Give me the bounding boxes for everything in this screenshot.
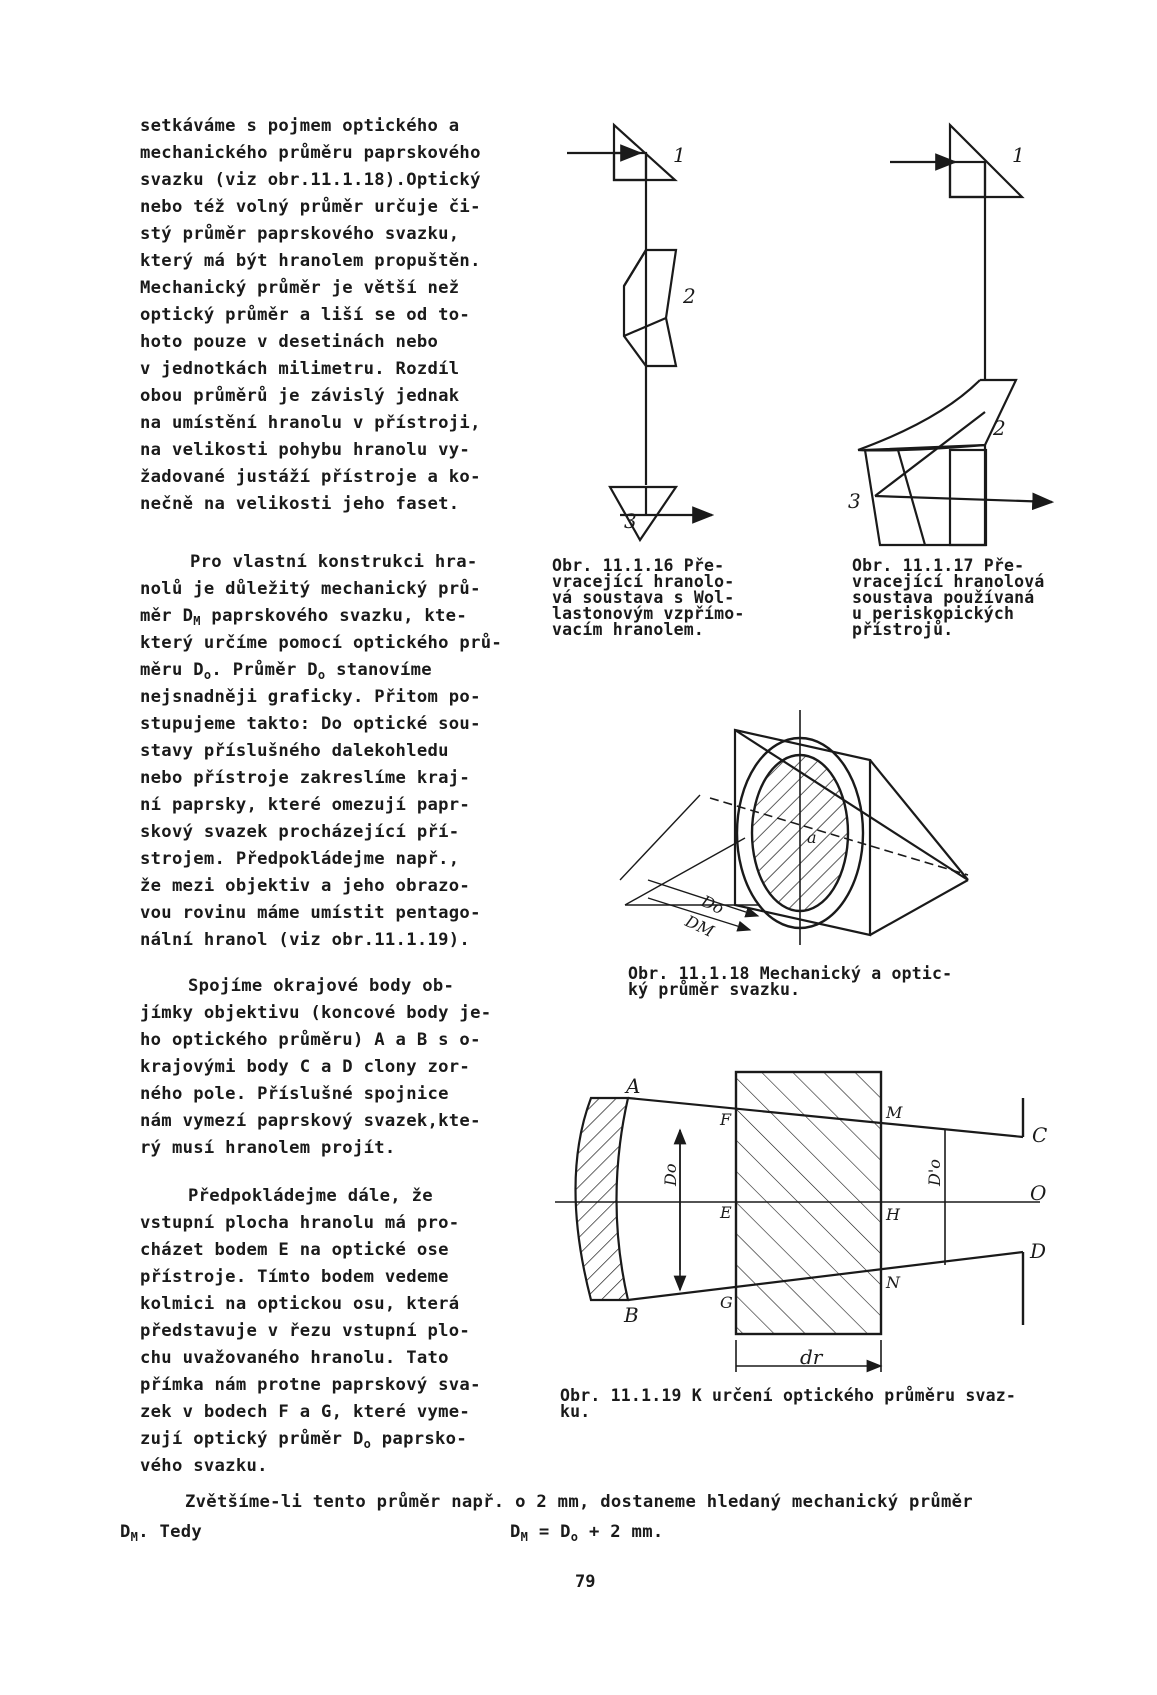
text-run: paprsko- bbox=[371, 1429, 467, 1449]
fig19-label-m: M bbox=[886, 1103, 903, 1122]
fig19-label-g: G bbox=[720, 1293, 733, 1312]
caption-line: vacím hranolem. bbox=[552, 620, 705, 639]
text-line: zek v bodech F a G, které vyme- bbox=[140, 1402, 471, 1422]
fig16-label-3: 3 bbox=[624, 509, 637, 533]
fig16-label-2: 2 bbox=[683, 284, 696, 308]
fig19-label-d: D bbox=[1030, 1239, 1047, 1263]
text-line: přístroje. Tímto bodem vedeme bbox=[140, 1267, 449, 1287]
text-run: zují optický průměr D bbox=[140, 1429, 364, 1449]
text-line: hoto pouze v desetinách nebo bbox=[140, 332, 439, 352]
text-line: chu uvažovaného hranolu. Tato bbox=[140, 1348, 449, 1368]
text-line: stupujeme takto: Do optické sou- bbox=[140, 714, 481, 734]
text-line: vého svazku. bbox=[140, 1456, 268, 1476]
caption-line: u periskopických bbox=[852, 604, 1015, 623]
text-run: . Tedy bbox=[138, 1522, 203, 1542]
caption-line: Obr. 11.1.17 Pře- bbox=[852, 556, 1025, 575]
text-line: Předpokládejme dále, že bbox=[188, 1186, 433, 1206]
subscript: o bbox=[570, 1530, 579, 1544]
text-run: = D bbox=[528, 1522, 571, 1542]
fig19-label-dr: dr bbox=[800, 1345, 823, 1369]
text-line: nální hranol (viz obr.11.1.19). bbox=[140, 930, 471, 950]
text-run: D bbox=[510, 1522, 521, 1542]
fig19-label-h: H bbox=[886, 1205, 900, 1224]
caption-line: ký průměr svazku. bbox=[628, 980, 801, 999]
text-line: optický průměr a liší se od to- bbox=[140, 305, 471, 325]
page-number: 79 bbox=[575, 1572, 596, 1592]
text-line: kolmici na optickou osu, která bbox=[140, 1294, 460, 1314]
text-line: rý musí hranolem projít. bbox=[140, 1138, 396, 1158]
text-line: Spojíme okrajové body ob- bbox=[188, 976, 455, 996]
text-line: jímky objektivu (koncové body je- bbox=[140, 1003, 492, 1023]
fig19-label-do-prime: D'o bbox=[925, 1159, 944, 1186]
text-line: nám vymezí paprskový svazek,kte- bbox=[140, 1111, 481, 1131]
figure-11-1-19 bbox=[555, 1072, 1047, 1372]
text-line: nečně na velikosti jeho faset. bbox=[140, 494, 460, 514]
text-line: ného pole. Příslušné spojnice bbox=[140, 1084, 449, 1104]
text-run: měru D bbox=[140, 660, 204, 680]
subscript: o bbox=[203, 668, 212, 682]
caption-line: lastonovým vzpřímo- bbox=[552, 604, 745, 623]
caption-line: ku. bbox=[560, 1402, 591, 1421]
fig17-label-2: 2 bbox=[993, 416, 1006, 440]
figure-11-1-16 bbox=[567, 125, 712, 540]
fig19-label-do: Do bbox=[661, 1163, 680, 1186]
caption-line: soustava používaná bbox=[852, 588, 1035, 607]
fig17-label-1: 1 bbox=[1012, 143, 1025, 167]
text-run: D bbox=[120, 1522, 131, 1542]
text-line: skový svazek procházející pří- bbox=[140, 822, 460, 842]
figure-11-1-17 bbox=[848, 125, 1052, 545]
text-line: Zvětšíme-li tento průměr např. o 2 mm, dostaneme hledaný mechanický průměr bbox=[185, 1492, 973, 1512]
text-line: ho optického průměru) A a B s o- bbox=[140, 1030, 481, 1050]
fig19-label-a: A bbox=[626, 1074, 641, 1098]
text-run: měr D bbox=[140, 606, 194, 626]
figure-11-1-18 bbox=[620, 710, 968, 945]
text-line: nolů je důležitý mechanický prů- bbox=[140, 579, 481, 599]
text-line: stý průměr paprskového svazku, bbox=[140, 224, 460, 244]
text-line: svazku (viz obr.11.1.18).Optický bbox=[140, 170, 481, 190]
fig19-label-f: F bbox=[720, 1110, 732, 1129]
fig19-label-e: E bbox=[720, 1203, 732, 1222]
fig17-label-3: 3 bbox=[848, 489, 861, 513]
text-line: Mechanický průměr je větší než bbox=[140, 278, 460, 298]
fig19-label-b: B bbox=[624, 1303, 639, 1327]
text-line: na velikosti pohybu hranolu vy- bbox=[140, 440, 471, 460]
text-line: strojem. Předpokládejme např., bbox=[140, 849, 460, 869]
text-line: který má být hranolem propuštěn. bbox=[140, 251, 481, 271]
text-line: stavy příslušného dalekohledu bbox=[140, 741, 449, 761]
caption-line: vracející hranolo- bbox=[552, 572, 735, 591]
subscript: o bbox=[317, 668, 326, 682]
fig18-label-do: Do bbox=[698, 891, 727, 919]
subscript: o bbox=[363, 1437, 372, 1451]
text-line: který určíme pomocí optického prů- bbox=[140, 633, 503, 653]
text-line: setkáváme s pojmem optického a bbox=[140, 116, 460, 136]
text-line: cházet bodem E na optické ose bbox=[140, 1240, 449, 1260]
fig19-label-n: N bbox=[886, 1273, 900, 1292]
text-line: v jednotkách milimetru. Rozdíl bbox=[140, 359, 460, 379]
text-line: že mezi objektiv a jeho obrazo- bbox=[140, 876, 471, 896]
fig19-label-o: O bbox=[1030, 1181, 1047, 1205]
text-line: představuje v řezu vstupní plo- bbox=[140, 1321, 471, 1341]
text-line: Pro vlastní konstrukci hra- bbox=[190, 552, 478, 572]
fig19-label-c: C bbox=[1032, 1123, 1048, 1147]
subscript: M bbox=[130, 1530, 139, 1544]
text-line: krajovými body C a D clony zor- bbox=[140, 1057, 471, 1077]
caption-line: vá soustava s Wol- bbox=[552, 588, 735, 607]
text-line: nejsnadněji graficky. Přitom po- bbox=[140, 687, 481, 707]
fig18-label-a: a bbox=[807, 828, 817, 847]
caption-line: vracející hranolová bbox=[852, 572, 1045, 591]
text-line: vstupní plocha hranolu má pro- bbox=[140, 1213, 460, 1233]
text-run: paprskového svazku, kte- bbox=[200, 606, 467, 626]
text-line: obou průměrů je závislý jednak bbox=[140, 386, 460, 406]
text-line: nebo též volný průměr určuje či- bbox=[140, 197, 481, 217]
subscript: M bbox=[520, 1530, 529, 1544]
caption-line: Obr. 11.1.18 Mechanický a optic- bbox=[628, 964, 953, 983]
text-line: přímka nám protne paprskový sva- bbox=[140, 1375, 481, 1395]
fig18-label-dm: DM bbox=[682, 911, 717, 941]
caption-line: Obr. 11.1.16 Pře- bbox=[552, 556, 725, 575]
caption-line: přístrojů. bbox=[852, 620, 954, 639]
text-run: + 2 mm. bbox=[578, 1522, 664, 1542]
text-line: žadované justáží přístroje a ko- bbox=[140, 467, 481, 487]
text-run: stanovíme bbox=[325, 660, 432, 680]
text-line: mechanického průměru paprskového bbox=[140, 143, 481, 163]
text-run: . Průměr D bbox=[211, 660, 318, 680]
fig16-label-1: 1 bbox=[673, 143, 686, 167]
caption-line: Obr. 11.1.19 K určení optického průměru svaz- bbox=[560, 1386, 1017, 1405]
text-line: na umístění hranolu v přístroji, bbox=[140, 413, 481, 433]
text-line: nebo přístroje zakreslíme kraj- bbox=[140, 768, 471, 788]
text-line: vou rovinu máme umístit pentago- bbox=[140, 903, 481, 923]
subscript: M bbox=[193, 614, 201, 628]
text-line: ní paprsky, které omezují papr- bbox=[140, 795, 471, 815]
